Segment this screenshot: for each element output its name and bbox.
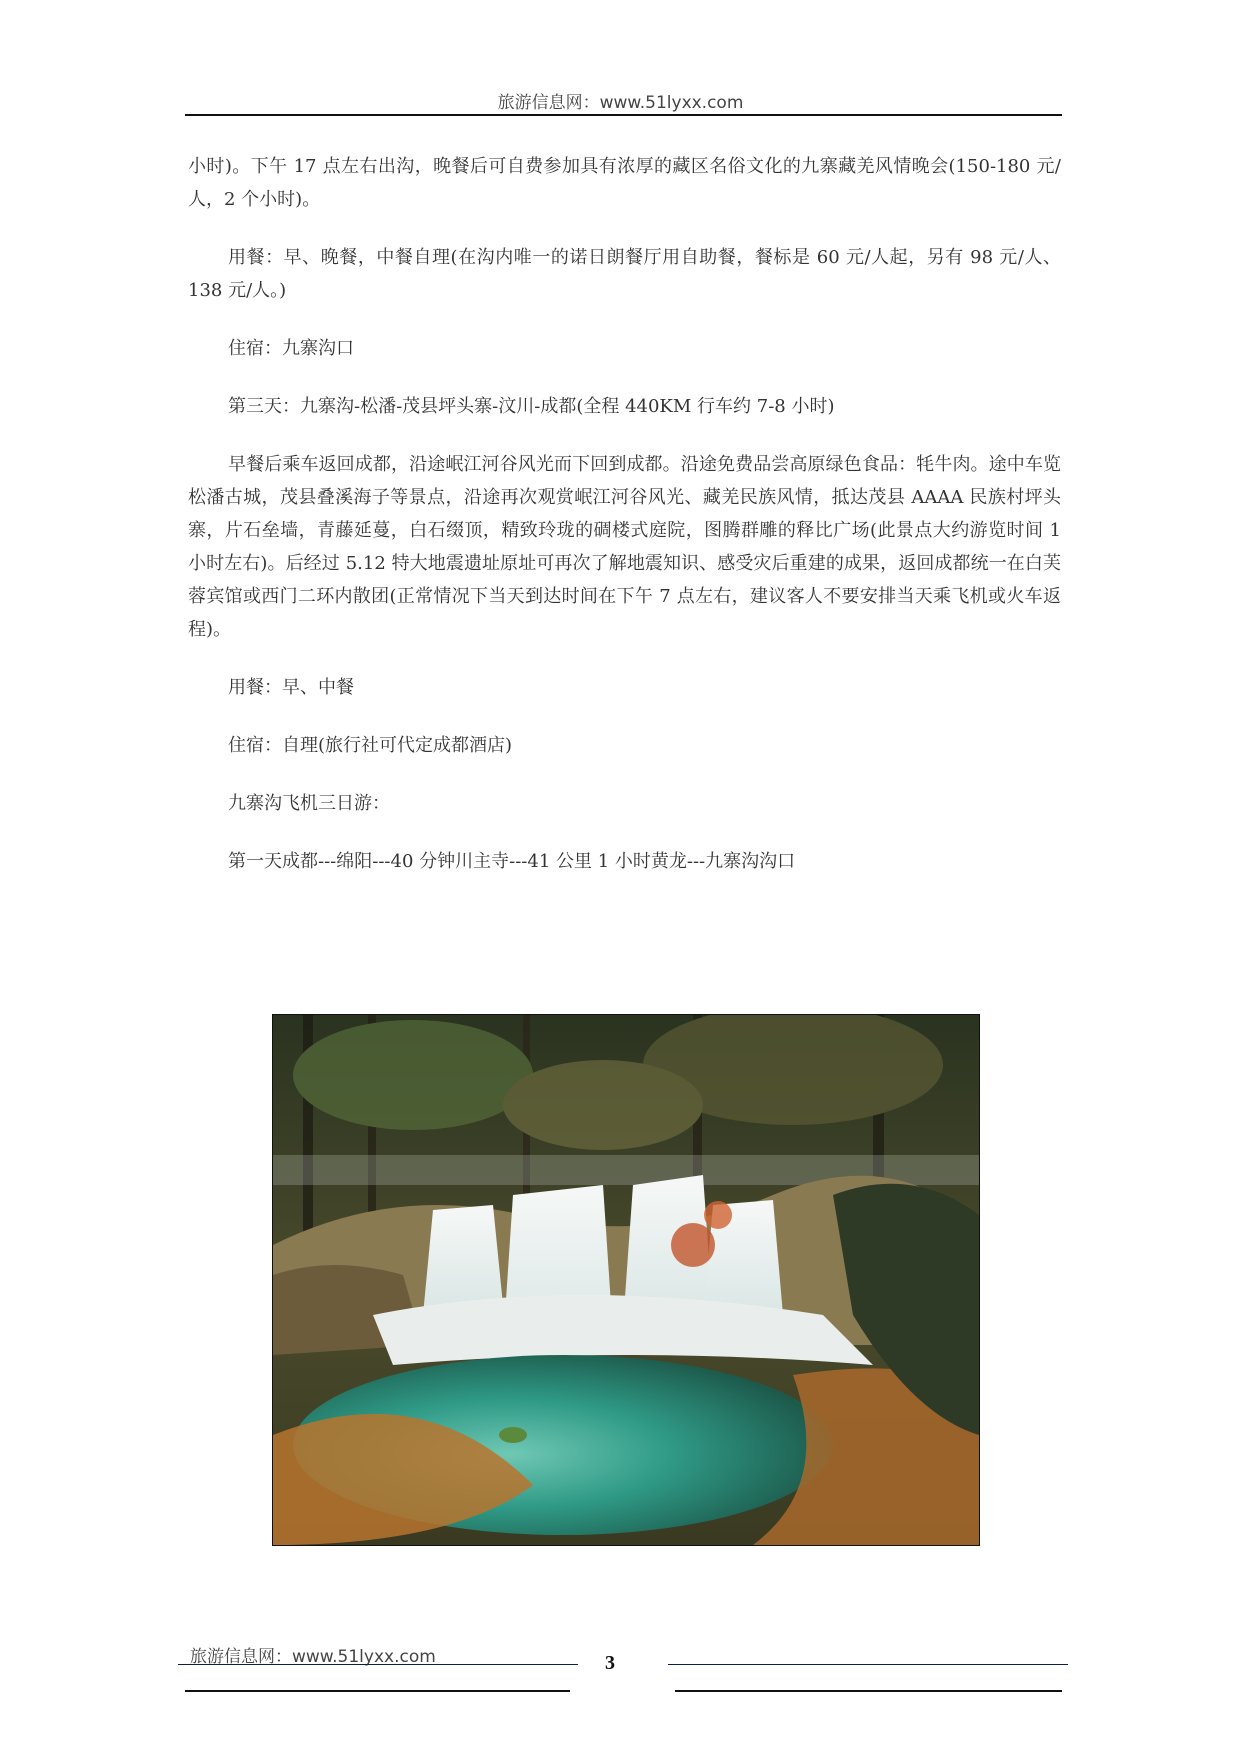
page-number: 3 xyxy=(605,1652,615,1674)
waterfall-photo xyxy=(272,1014,980,1546)
footer-divider-left-blue xyxy=(178,1664,578,1665)
page-header: 旅游信息网：www.51lyxx.com xyxy=(497,93,744,113)
paragraph-lodging-day3: 住宿：自理(旅行社可代定成都酒店) xyxy=(228,735,513,756)
paragraph-day3-title: 第三天：九寨沟-松潘-茂县坪头寨-汶川-成都(全程 440KM 行车约 7-8 小时) xyxy=(228,396,835,417)
page-footer: 旅游信息网：www.51lyxx.com xyxy=(190,1647,436,1667)
header-divider xyxy=(185,114,1062,116)
document-body xyxy=(188,150,1061,903)
paragraph-meals-day2: 用餐：早、晚餐，中餐自理(在沟内唯一的诺日朗餐厅用自助餐，餐标是 60 元/人起，另有 98 元/人、138 元/人。) xyxy=(188,247,1061,301)
paragraph-day2-end: 小时)。下午 17 点左右出沟，晚餐后可自费参加具有浓厚的藏区名俗文化的九寨藏羌风情晚会(150-180 元/人，2 个小时)。 xyxy=(188,156,1061,210)
footer-divider-right xyxy=(675,1690,1062,1692)
paragraph-meals-day3: 用餐：早、中餐 xyxy=(228,677,354,698)
footer-divider-right-blue xyxy=(668,1664,1068,1665)
paragraph-lodging-day2: 住宿：九寨沟口 xyxy=(228,338,354,359)
paragraph-flight-day1: 第一天成都---绵阳---40 分钟川主寺---41 公里 1 小时黄龙---九寨沟沟口 xyxy=(228,851,796,872)
footer-divider-left xyxy=(185,1690,570,1692)
paragraph-day3-detail: 早餐后乘车返回成都，沿途岷江河谷风光而下回到成都。沿途免费品尝高原绿色食品：牦牛肉。途中车览松潘古城，茂县叠溪海子等景点，沿途再次观赏岷江河谷风光、藏羌民族风情，抵达茂县 AAAA 民族村坪头寨，片石垒墙，青藤延蔓，白石缀顶，精致玲珑的碉楼式庭院，图腾群雕的释比广场(此景点大约游览时间 1 小时左右)。后经过 5.12 特大地震遗址原址可再次了解地震知识、感受灾后重建的成果，返回成都统一在白芙蓉宾馆或西门二环内散团(正常情况下当天到达时间在下午 7 点左右，建议客人不要安排当天乘飞机或火车返程)。 xyxy=(188,454,1061,640)
paragraph-flight-tour-title: 九寨沟飞机三日游： xyxy=(228,793,390,814)
